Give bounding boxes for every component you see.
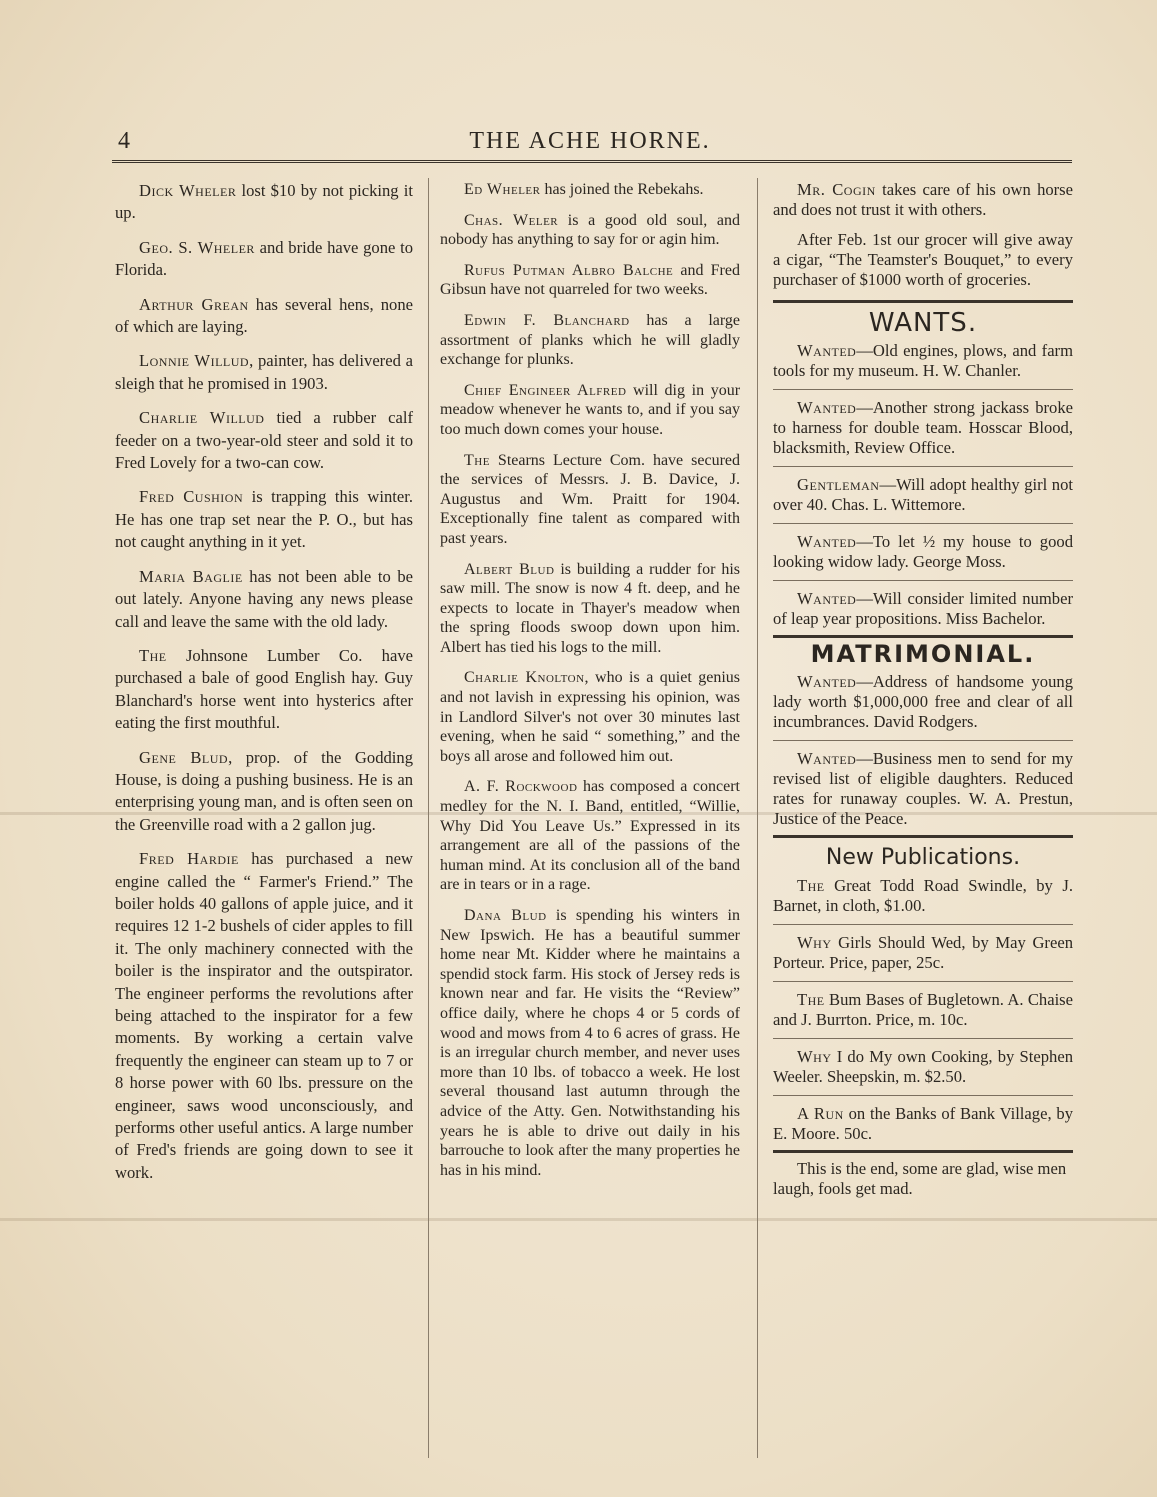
news-item: Lonnie Willud, painter, has delivered a sleigh that he promised in 1903. xyxy=(115,351,413,393)
section-rule xyxy=(773,1150,1073,1153)
ad-divider xyxy=(773,1095,1073,1096)
news-item: Geo. S. Wheler and bride have gone to Florida. xyxy=(115,237,413,280)
publication-item: The Great Todd Road Swindle, by J. Barnet, in cloth, $1.00. xyxy=(773,876,1073,915)
want-ad: Wanted—Will consider limited number of leap year propositions. Miss Bachelor. xyxy=(773,589,1073,628)
ad-divider xyxy=(773,1038,1073,1039)
news-item: Chas. Weler is a good old soul, and nobody has anything to say for or agin him. xyxy=(440,211,741,249)
news-item: Maria Baglie has not been able to be out lately. Anyone having any news please call and leave the same with the old lady. xyxy=(115,566,413,631)
news-item: Arthur Grean has several hens, none of which are laying. xyxy=(115,294,414,337)
ad-divider xyxy=(773,523,1073,524)
news-item: Fred Cushion is trapping this winter. He has one trap set near the P. O., but has not caught anything in it yet. xyxy=(115,487,413,552)
ad-divider xyxy=(773,389,1073,390)
section-rule xyxy=(773,300,1073,303)
news-item: Gene Blud, prop. of the Godding House, is doing a pushing business. He is an enterprising young man, and is often seen on the Greenville road with a 2 gallon jug. xyxy=(115,747,413,834)
page-header xyxy=(110,118,1070,162)
news-item: Rufus Putman Albro Balche and Fred Gibsun have not quarreled for two weeks. xyxy=(440,261,740,299)
news-item: Ed Wheler has joined the Rebekahs. xyxy=(464,181,704,198)
column-3 xyxy=(773,180,1073,1199)
publication-item: The Bum Bases of Bugletown. A. Chaise and J. Burrton. Price, m. 10c. xyxy=(773,990,1073,1029)
ad-divider xyxy=(773,740,1073,741)
publications-heading: New Publications. xyxy=(825,845,1021,870)
ad-divider xyxy=(773,466,1073,467)
matrimonial-ad: Wanted—Business men to send for my revised list of eligible daughters. Reduced rates for runaway couples. W. A. Prestun, Justice of the Peace. xyxy=(773,749,1073,828)
news-item: The Johnsone Lumber Co. have purchased a bale of good English hay. Guy Blanchard's horse went into hysterics after eating the first mouthful. xyxy=(115,645,413,733)
want-ad: Wanted—Old engines, plows, and farm tools for my museum. H. W. Chanler. xyxy=(773,341,1073,380)
column-divider xyxy=(757,178,758,1458)
news-item: Dana Blud is spending his winters in New Ipswich. He has a beautiful summer home near Mt. Kidder where he maintains a spendid stock farm. His stock of Jersey reds is known near and far. He visits the “Review” office daily, where he chops 4 or 5 cords of wood and mows from 4 to 6 acres of grass. He is an irregular church member, and never uses more than 10 lbs. of tobacco a week. He lost several thousand last autumn through the advice of the Atty. Gen. Notwithstanding his years he is able to drive out daily in his barrouche to look after the many properties he has in his mind. xyxy=(440,907,740,1179)
column-2 xyxy=(440,180,740,1191)
news-item: Mr. Cogin takes care of his own horse and does not trust it with others. xyxy=(773,180,1074,219)
header-double-rule xyxy=(112,160,1072,163)
ad-divider xyxy=(773,580,1073,581)
publication-item: Why I do My own Cooking, by Stephen Weeler. Sheepskin, m. $2.50. xyxy=(773,1047,1073,1086)
newspaper-title: THE ACHE HORNE. xyxy=(469,128,711,154)
ad-divider xyxy=(773,981,1073,982)
want-ad: Wanted—To let ½ my house to good looking widow lady. George Moss. xyxy=(773,532,1073,571)
news-item: Dick Wheler lost $10 by not picking it up. xyxy=(115,181,413,223)
news-item: Albert Blud is building a rudder for his saw mill. The snow is now 4 ft. deep, and he expects to locate in Thayer's meadow when the spring floods swoop down upon him. Albert has tied his logs to the mill. xyxy=(440,560,740,656)
want-ad: Wanted—Another strong jackass broke to harness for double team. Hosscar Blood, blacksmith, Review Office. xyxy=(773,398,1073,457)
section-rule xyxy=(773,635,1073,638)
news-item: Edwin F. Blanchard has a large assortment of planks which he will gladly exchange for plunks. xyxy=(440,311,741,369)
news-item: After Feb. 1st our grocer will give away a cigar, “The Teamster's Bouquet,” to every purchaser of $1000 worth of groceries. xyxy=(773,230,1073,289)
publication-item: Why Girls Should Wed, by May Green Porteur. Price, paper, 25c. xyxy=(773,933,1073,972)
wants-heading: WANTS. xyxy=(868,308,978,338)
column-1 xyxy=(115,180,413,1196)
news-item: Chief Engineer Alfred will dig in your meadow whenever he wants to, and if you say too much down comes your house. xyxy=(440,381,741,438)
news-item: Charlie Willud tied a rubber calf feeder on a two-year-old steer and sold it to Fred Lovely for a two-can cow. xyxy=(115,408,413,473)
page-fold-crease xyxy=(0,1218,1157,1221)
closing-verse: This is the end, some are glad, wise men laugh, fools get mad. xyxy=(773,1159,1067,1198)
page-number: 4 xyxy=(118,128,130,154)
ad-divider xyxy=(773,924,1073,925)
matrimonial-heading: MATRIMONIAL. xyxy=(810,640,1036,668)
publication-item: A Run on the Banks of Bank Village, by E. Moore. 50c. xyxy=(773,1104,1073,1143)
news-item: Charlie Knolton, who is a quiet genius and not lavish in expressing his opinion, was in Landlord Silver's not over 30 minutes last evening, when he said “ something,” and the boys all arose and followed him out. xyxy=(440,669,741,765)
news-item: Fred Hardie has purchased a new engine called the “ Farmer's Friend.” The boiler holds 40 gallons of apple juice, and it requires 12 1-2 bushels of cider apples to fill it. The only machinery connected with the boiler is the inspirator and the outspirator. The engineer performs the revolutions after being attached to the inspirator for a few moments. By working a certain valve frequently the engineer can steam up to 7 or 8 horse power with 60 lbs. pressure on the engineer, saws wood unconsciously, and performs other useful antics. A large number of Fred's friends are going down to see it work. xyxy=(115,849,414,1182)
matrimonial-ad: Wanted—Address of handsome young lady worth $1,000,000 free and clear of all incumbrances. David Rodgers. xyxy=(773,672,1073,731)
news-item: The Stearns Lecture Com. have secured the services of Messrs. J. B. Davice, J. Augustus and Wm. Praitt for 1904. Exceptionally fine talent as compared with past years. xyxy=(440,451,740,547)
news-item: A. F. Rockwood has composed a concert medley for the N. I. Band, entitled, “Willie, Why Did You Leave Us.” Expressed in its arrangement are all of the passions of the human mind. At its conclusion all of the band are in tears or in a rage. xyxy=(440,778,740,894)
section-rule xyxy=(773,835,1073,838)
column-divider xyxy=(428,178,429,1458)
want-ad: Gentleman—Will adopt healthy girl not over 40. Chas. L. Wittemore. xyxy=(773,475,1073,514)
